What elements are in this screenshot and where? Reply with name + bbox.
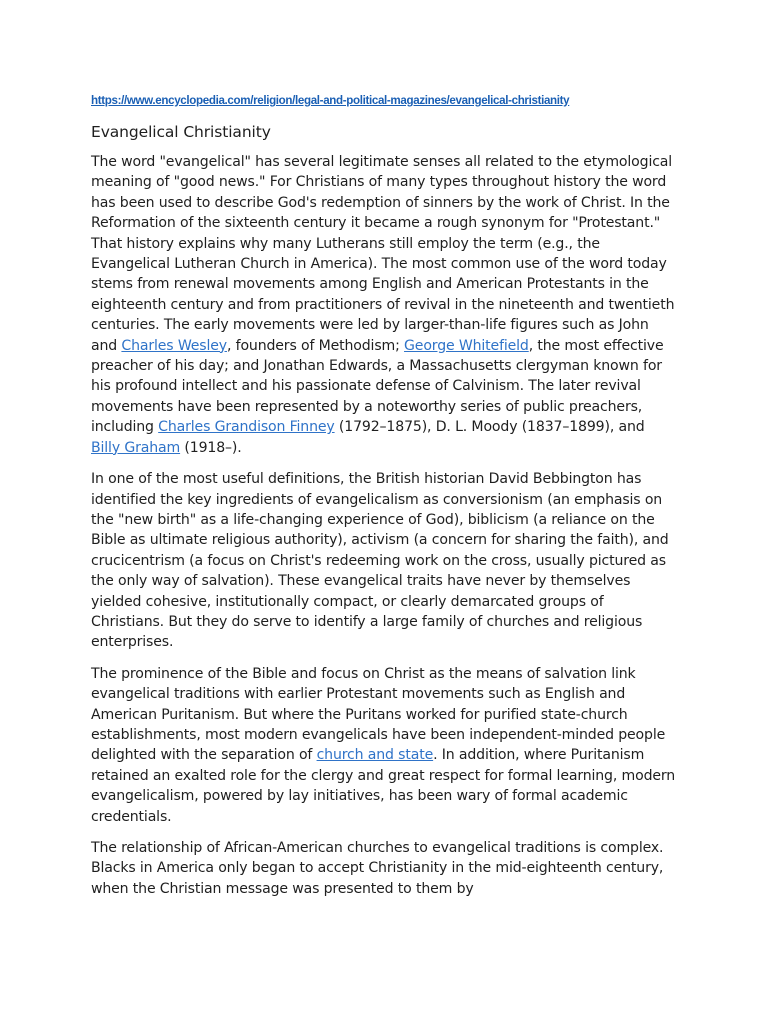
paragraph-2: In one of the most useful definitions, the British historian David Bebbington has identified the key ingredients of evangelicalism as conversionism (an emphasis on the "new birth" as a life-changing experience of God), biblicism (a reliance on the Bible as ultimate religious authority), activism (a concern for sharing the faith), and crucicentrism (a focus on Christ's redeeming work on the cross, usually pictured as the only way of salvation). These evangelical traits have never by themselves yielded cohesive, institutionally compact, or clearly demarcated groups of Christians. But they do serve to identify a large family of churches and religious enterprises. — [91, 471, 669, 651]
paragraph-1-text-5: (1918–). — [180, 439, 242, 456]
paragraph-1 — [91, 152, 676, 458]
paragraph-3-text-1: The prominence of the Bible and focus on Christ as the means of salvation link evangelical traditions with earlier Protestant movements such as English and American Puritanism. But where the Puritans worked for purified state-church establishments, most modern evangelicals have been independent-minded people delighted with the separation of — [91, 665, 666, 764]
source-url-link[interactable]: https://www.encyclopedia.com/religion/legal-and-political-magazines/evangelical-christianity — [91, 94, 570, 107]
paragraph-4: The relationship of African-American churches to evangelical traditions is complex. Blacks in America only began to accept Christianity in the mid-eighteenth century, when the Christian message was presented to them by — [91, 840, 664, 897]
article-title: Evangelical Christianity — [91, 123, 271, 141]
paragraph-3-text-2: . In addition, where Puritanism retained an exalted role for the clergy and great respect for formal learning, modern evangelicalism, powered by lay initiatives, has been wary of formal academic credentials. — [91, 747, 676, 825]
link-george-whitefield[interactable]: George Whitefield — [404, 337, 529, 354]
document-page — [91, 93, 676, 899]
paragraph-3 — [91, 664, 676, 827]
link-church-and-state[interactable]: church and state — [316, 747, 434, 764]
link-charles-wesley[interactable]: Charles Wesley — [121, 337, 227, 354]
paragraph-1-text-1: The word "evangelical" has several legitimate senses all related to the etymological meaning of "good news." For Christians of many types throughout history the word has been used to describe God's redemption of sinners by the work of Christ. In the Reformation of the sixteenth century it became a rough synonym for "Protestant." That history explains why many Lutherans still employ the term (e.g., the Evangelical Lutheran Church in America). The most common use of the word today stems from renewal movements among English and American Protestants in the eighteenth century and from practitioners of revival in the nineteenth and twentieth centuries. The early movements were led by larger-than-life figures such as John and — [91, 154, 675, 354]
link-billy-graham[interactable]: Billy Graham — [91, 439, 181, 456]
paragraph-1-text-4: (1792–1875), D. L. Moody (1837–1899), and — [334, 419, 645, 436]
link-charles-grandison-finney[interactable]: Charles Grandison Finney — [158, 419, 335, 436]
paragraph-1-text-3: , the most effective preacher of his day; and Jonathan Edwards, a Massachusetts clergyman known for his profound intellect and his passionate defense of Calvinism. The later revival movements have been represented by a noteworthy series of public preachers, including — [91, 337, 664, 436]
paragraph-1-text-2: , founders of Methodism; — [226, 337, 405, 354]
